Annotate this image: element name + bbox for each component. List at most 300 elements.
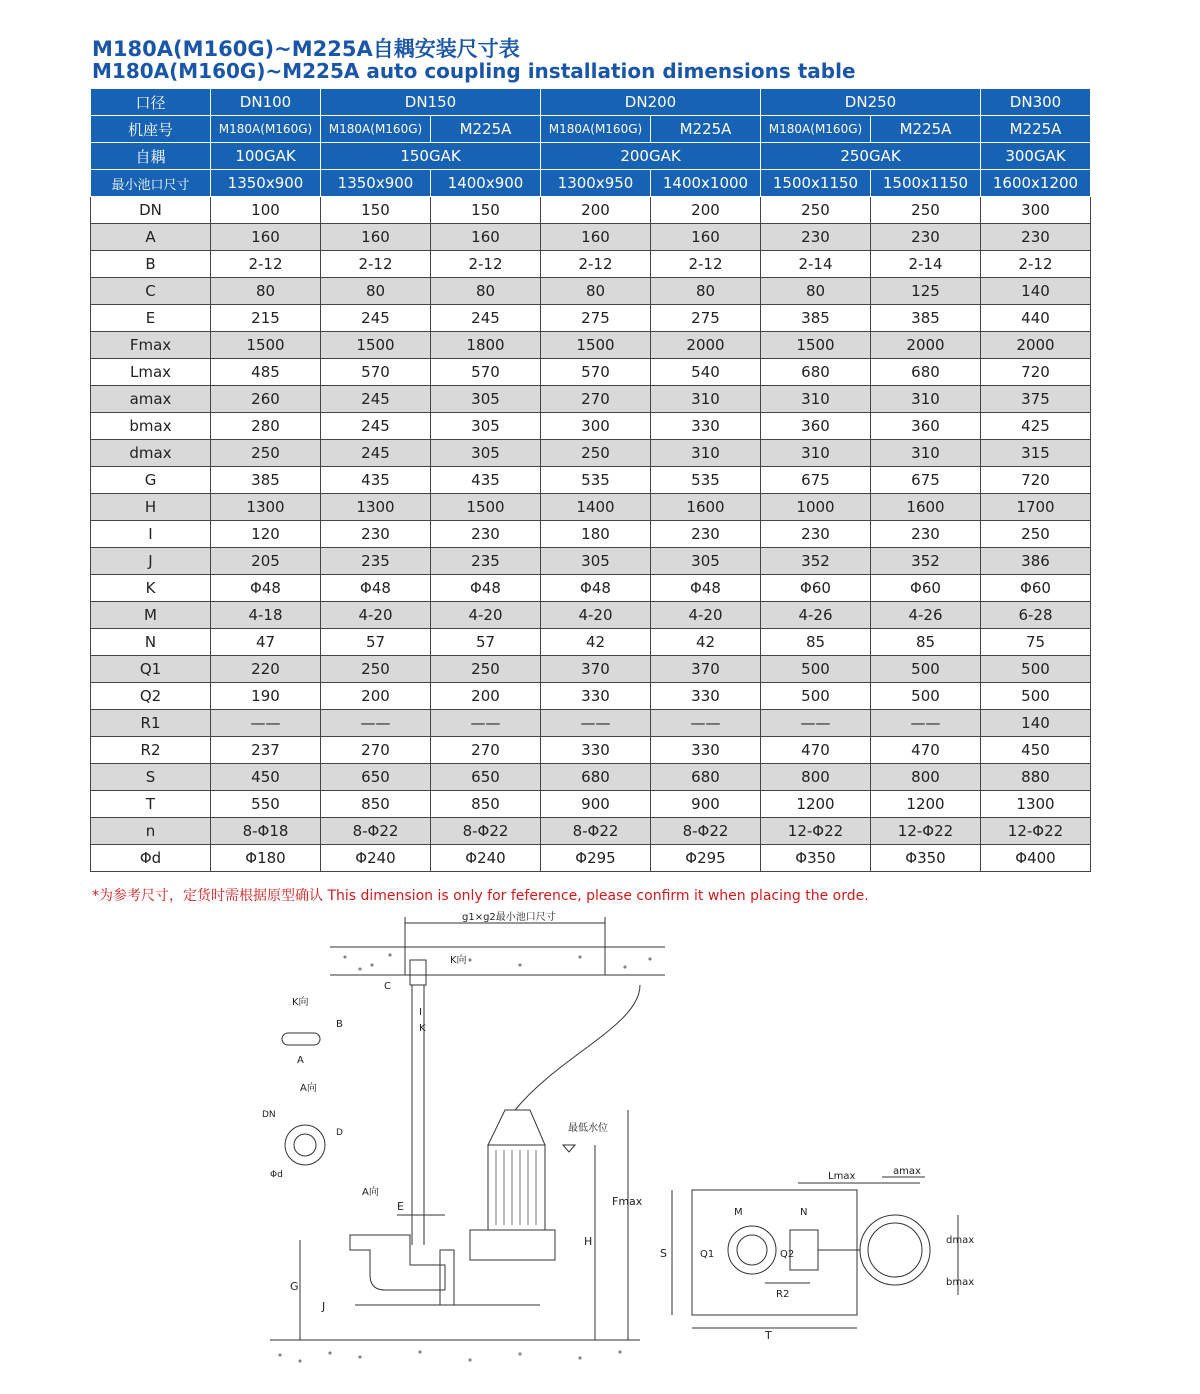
label-M: M bbox=[734, 1207, 743, 1218]
table-cell: 230 bbox=[431, 521, 541, 548]
k-view-shape bbox=[282, 1033, 320, 1045]
table-cell: 470 bbox=[761, 737, 871, 764]
coupling-flange bbox=[440, 1250, 454, 1305]
row-label: R2 bbox=[91, 737, 211, 764]
table-cell: Φ60 bbox=[981, 575, 1091, 602]
table-cell: 4-20 bbox=[321, 602, 431, 629]
header-cell: 1500x1150 bbox=[761, 170, 871, 197]
table-cell: 80 bbox=[761, 278, 871, 305]
header-cell: DN200 bbox=[541, 89, 761, 116]
label-K: K bbox=[419, 1023, 426, 1034]
table-cell: 330 bbox=[541, 737, 651, 764]
label-G: G bbox=[290, 1280, 299, 1293]
table-cell: 2000 bbox=[871, 332, 981, 359]
power-cable bbox=[515, 985, 640, 1110]
table-cell: 1300 bbox=[981, 791, 1091, 818]
row-label: N bbox=[91, 629, 211, 656]
table-cell: 2-12 bbox=[981, 251, 1091, 278]
table-cell: 200 bbox=[651, 197, 761, 224]
label-D: D bbox=[336, 1128, 343, 1138]
table-row bbox=[91, 413, 1091, 440]
table-cell: 370 bbox=[541, 656, 651, 683]
table-cell: 160 bbox=[211, 224, 321, 251]
table-cell: 150 bbox=[321, 197, 431, 224]
table-cell: 1200 bbox=[761, 791, 871, 818]
table-cell: 57 bbox=[321, 629, 431, 656]
table-cell: 800 bbox=[871, 764, 981, 791]
table-cell: 75 bbox=[981, 629, 1091, 656]
table-cell: Φ48 bbox=[321, 575, 431, 602]
table-cell: 500 bbox=[761, 656, 871, 683]
row-label: E bbox=[91, 305, 211, 332]
label-H: H bbox=[584, 1235, 593, 1248]
table-cell: Φ60 bbox=[871, 575, 981, 602]
header-row-pit bbox=[91, 170, 1091, 197]
table-cell: 42 bbox=[651, 629, 761, 656]
row-label: bmax bbox=[91, 413, 211, 440]
label-N: N bbox=[800, 1207, 808, 1218]
table-cell: 2000 bbox=[981, 332, 1091, 359]
k-view-label: K向 bbox=[450, 955, 467, 966]
table-row bbox=[91, 440, 1091, 467]
table-cell: —— bbox=[871, 710, 981, 737]
row-label: I bbox=[91, 521, 211, 548]
table-cell: 310 bbox=[651, 386, 761, 413]
table-cell: 250 bbox=[431, 656, 541, 683]
table-cell: 250 bbox=[871, 197, 981, 224]
table-cell: 305 bbox=[651, 548, 761, 575]
table-row bbox=[91, 845, 1091, 872]
table-cell: 675 bbox=[761, 467, 871, 494]
table-cell: 270 bbox=[541, 386, 651, 413]
table-cell: 310 bbox=[871, 440, 981, 467]
table-cell: —— bbox=[761, 710, 871, 737]
table-cell: 650 bbox=[321, 764, 431, 791]
table-cell: 330 bbox=[651, 737, 761, 764]
row-label: DN bbox=[91, 197, 211, 224]
header-label: 口径 bbox=[91, 89, 211, 116]
table-cell: 57 bbox=[431, 629, 541, 656]
table-cell: 680 bbox=[871, 359, 981, 386]
table-cell: 215 bbox=[211, 305, 321, 332]
table-cell: 4-20 bbox=[541, 602, 651, 629]
table-cell: 100 bbox=[211, 197, 321, 224]
table-cell: 360 bbox=[761, 413, 871, 440]
table-cell: 500 bbox=[761, 683, 871, 710]
header-cell: 200GAK bbox=[541, 143, 761, 170]
table-cell: 80 bbox=[211, 278, 321, 305]
table-cell: 570 bbox=[321, 359, 431, 386]
table-cell: 8-Φ22 bbox=[321, 818, 431, 845]
table-cell: 8-Φ22 bbox=[541, 818, 651, 845]
table-cell: 230 bbox=[871, 521, 981, 548]
table-cell: 245 bbox=[321, 386, 431, 413]
table-cell: Φ48 bbox=[431, 575, 541, 602]
table-cell: 680 bbox=[541, 764, 651, 791]
table-cell: 500 bbox=[981, 683, 1091, 710]
table-cell: 237 bbox=[211, 737, 321, 764]
table-cell: 275 bbox=[541, 305, 651, 332]
header-cell: M180A(M160G) bbox=[321, 116, 431, 143]
table-cell: Φ295 bbox=[541, 845, 651, 872]
label-amax: amax bbox=[893, 1166, 921, 1177]
table-cell: 6-28 bbox=[981, 602, 1091, 629]
table-cell: 352 bbox=[871, 548, 981, 575]
label-Fmax: Fmax bbox=[612, 1195, 643, 1208]
header-cell: 1500x1150 bbox=[871, 170, 981, 197]
table-cell: 235 bbox=[321, 548, 431, 575]
table-row bbox=[91, 710, 1091, 737]
table-cell: 680 bbox=[761, 359, 871, 386]
k-view-detail-label: K向 bbox=[292, 997, 309, 1008]
table-cell: 230 bbox=[761, 224, 871, 251]
rail-bracket bbox=[410, 960, 426, 985]
header-row-coupling bbox=[91, 143, 1091, 170]
label-DN: DN bbox=[262, 1110, 276, 1120]
table-cell: 386 bbox=[981, 548, 1091, 575]
header-cell: M225A bbox=[871, 116, 981, 143]
row-label: Q2 bbox=[91, 683, 211, 710]
table-cell: —— bbox=[541, 710, 651, 737]
table-cell: 12-Φ22 bbox=[871, 818, 981, 845]
label-I: I bbox=[419, 1007, 422, 1018]
plan-pit bbox=[692, 1190, 857, 1315]
table-cell: 330 bbox=[541, 683, 651, 710]
header-cell: 1350x900 bbox=[211, 170, 321, 197]
table-cell: 2-14 bbox=[871, 251, 981, 278]
table-cell: 850 bbox=[431, 791, 541, 818]
table-cell: 535 bbox=[541, 467, 651, 494]
table-cell: 500 bbox=[871, 656, 981, 683]
table-cell: 230 bbox=[981, 224, 1091, 251]
label-R2: R2 bbox=[776, 1289, 790, 1300]
table-cell: Φ400 bbox=[981, 845, 1091, 872]
row-label: M bbox=[91, 602, 211, 629]
table-cell: 435 bbox=[321, 467, 431, 494]
table-cell: 245 bbox=[321, 413, 431, 440]
table-cell: 1000 bbox=[761, 494, 871, 521]
row-label: C bbox=[91, 278, 211, 305]
table-cell: 205 bbox=[211, 548, 321, 575]
header-cell: DN300 bbox=[981, 89, 1091, 116]
table-cell: 270 bbox=[431, 737, 541, 764]
table-cell: 245 bbox=[321, 440, 431, 467]
table-row bbox=[91, 629, 1091, 656]
table-cell: —— bbox=[211, 710, 321, 737]
table-cell: 160 bbox=[321, 224, 431, 251]
table-cell: 47 bbox=[211, 629, 321, 656]
table-cell: —— bbox=[651, 710, 761, 737]
header-cell: 150GAK bbox=[321, 143, 541, 170]
table-cell: 1300 bbox=[321, 494, 431, 521]
table-cell: 120 bbox=[211, 521, 321, 548]
table-cell: 315 bbox=[981, 440, 1091, 467]
table-cell: 1500 bbox=[761, 332, 871, 359]
plan-pump-inner bbox=[737, 1235, 767, 1265]
table-cell: 85 bbox=[871, 629, 981, 656]
row-label: B bbox=[91, 251, 211, 278]
min-water-label: 最低水位 bbox=[568, 1123, 608, 1134]
row-label: J bbox=[91, 548, 211, 575]
table-cell: 200 bbox=[541, 197, 651, 224]
table-cell: 385 bbox=[871, 305, 981, 332]
label-C: C bbox=[384, 981, 391, 992]
table-cell: 2-14 bbox=[761, 251, 871, 278]
row-label: S bbox=[91, 764, 211, 791]
table-body bbox=[91, 197, 1091, 872]
table-cell: 220 bbox=[211, 656, 321, 683]
header-cell: 1600x1200 bbox=[981, 170, 1091, 197]
table-cell: 4-26 bbox=[871, 602, 981, 629]
label-dmax: dmax bbox=[946, 1235, 975, 1246]
table-row bbox=[91, 521, 1091, 548]
table-cell: 310 bbox=[761, 386, 871, 413]
table-cell: 8-Φ22 bbox=[651, 818, 761, 845]
table-cell: 140 bbox=[981, 710, 1091, 737]
table-cell: 2-12 bbox=[431, 251, 541, 278]
row-label: dmax bbox=[91, 440, 211, 467]
floor-hatching bbox=[279, 1351, 621, 1362]
row-label: Lmax bbox=[91, 359, 211, 386]
pit-label: g1×g2最小池口尺寸 bbox=[462, 912, 556, 923]
table-cell: 385 bbox=[761, 305, 871, 332]
discharge-elbow bbox=[350, 1235, 445, 1290]
table-row bbox=[91, 251, 1091, 278]
table-row bbox=[91, 548, 1091, 575]
table-cell: 1300 bbox=[211, 494, 321, 521]
header-cell: M180A(M160G) bbox=[761, 116, 871, 143]
table-cell: 8-Φ18 bbox=[211, 818, 321, 845]
header-cell: 250GAK bbox=[761, 143, 981, 170]
table-cell: 360 bbox=[871, 413, 981, 440]
label-A: A bbox=[297, 1055, 304, 1066]
table-cell: 375 bbox=[981, 386, 1091, 413]
table-cell: 880 bbox=[981, 764, 1091, 791]
table-cell: 310 bbox=[871, 386, 981, 413]
row-label: amax bbox=[91, 386, 211, 413]
table-cell: 352 bbox=[761, 548, 871, 575]
table-cell: 245 bbox=[321, 305, 431, 332]
table-cell: 1500 bbox=[211, 332, 321, 359]
table-cell: 1500 bbox=[431, 494, 541, 521]
table-cell: 330 bbox=[651, 683, 761, 710]
table-cell: 310 bbox=[651, 440, 761, 467]
table-cell: Φ350 bbox=[761, 845, 871, 872]
table-cell: 470 bbox=[871, 737, 981, 764]
header-row-caliber bbox=[91, 89, 1091, 116]
table-cell: 370 bbox=[651, 656, 761, 683]
table-cell: 900 bbox=[541, 791, 651, 818]
header-cell: M225A bbox=[981, 116, 1091, 143]
table-cell: —— bbox=[321, 710, 431, 737]
header-cell: 1400x1000 bbox=[651, 170, 761, 197]
table-cell: 500 bbox=[981, 656, 1091, 683]
row-label: K bbox=[91, 575, 211, 602]
reference-note: *为参考尺寸，定货时需根据原型确认 This dimension is only for feference, please confirm it when placing the orde. bbox=[92, 888, 869, 904]
table-cell: 1200 bbox=[871, 791, 981, 818]
table-row bbox=[91, 494, 1091, 521]
table-cell: 540 bbox=[651, 359, 761, 386]
table-cell: 250 bbox=[761, 197, 871, 224]
table-cell: —— bbox=[431, 710, 541, 737]
table-cell: Φ48 bbox=[651, 575, 761, 602]
table-cell: 1500 bbox=[321, 332, 431, 359]
table-cell: 80 bbox=[541, 278, 651, 305]
label-bmax: bmax bbox=[946, 1277, 975, 1288]
header-cell: 300GAK bbox=[981, 143, 1091, 170]
title-chinese: M180A(M160G)~M225A自耦安装尺寸表 bbox=[92, 37, 520, 61]
table-cell: 300 bbox=[541, 413, 651, 440]
table-cell: 160 bbox=[651, 224, 761, 251]
table-cell: 330 bbox=[651, 413, 761, 440]
table-cell: Φ48 bbox=[541, 575, 651, 602]
installation-drawing bbox=[0, 905, 1200, 1390]
table-row bbox=[91, 359, 1091, 386]
header-cell: 100GAK bbox=[211, 143, 321, 170]
header-cell: M180A(M160G) bbox=[541, 116, 651, 143]
table-cell: 235 bbox=[431, 548, 541, 575]
table-row bbox=[91, 332, 1091, 359]
table-cell: 190 bbox=[211, 683, 321, 710]
table-row bbox=[91, 197, 1091, 224]
table-cell: 42 bbox=[541, 629, 651, 656]
row-label: Q1 bbox=[91, 656, 211, 683]
table-cell: 680 bbox=[651, 764, 761, 791]
table-cell: 570 bbox=[431, 359, 541, 386]
table-cell: 550 bbox=[211, 791, 321, 818]
table-cell: 1600 bbox=[651, 494, 761, 521]
pump-motor-top bbox=[488, 1110, 545, 1145]
table-cell: 80 bbox=[431, 278, 541, 305]
row-label: Φd bbox=[91, 845, 211, 872]
pump-volute bbox=[470, 1230, 555, 1260]
table-row bbox=[91, 602, 1091, 629]
table-cell: Φ350 bbox=[871, 845, 981, 872]
table-cell: 180 bbox=[541, 521, 651, 548]
table-cell: Φ240 bbox=[431, 845, 541, 872]
table-cell: 8-Φ22 bbox=[431, 818, 541, 845]
header-cell: M180A(M160G) bbox=[211, 116, 321, 143]
table-cell: 12-Φ22 bbox=[761, 818, 871, 845]
table-cell: 140 bbox=[981, 278, 1091, 305]
table-row bbox=[91, 305, 1091, 332]
row-label: R1 bbox=[91, 710, 211, 737]
row-label: H bbox=[91, 494, 211, 521]
table-cell: 12-Φ22 bbox=[981, 818, 1091, 845]
table-cell: 160 bbox=[431, 224, 541, 251]
water-level-icon bbox=[563, 1145, 575, 1152]
table-cell: 450 bbox=[981, 737, 1091, 764]
table-cell: 80 bbox=[651, 278, 761, 305]
table-cell: 900 bbox=[651, 791, 761, 818]
table-row bbox=[91, 737, 1091, 764]
table-cell: 500 bbox=[871, 683, 981, 710]
table-cell: 250 bbox=[211, 440, 321, 467]
table-row bbox=[91, 224, 1091, 251]
table-cell: 675 bbox=[871, 467, 981, 494]
row-label: n bbox=[91, 818, 211, 845]
table-row bbox=[91, 278, 1091, 305]
label-phi-d: Φd bbox=[270, 1170, 283, 1180]
table-cell: 650 bbox=[431, 764, 541, 791]
label-Lmax: Lmax bbox=[828, 1171, 856, 1182]
table-cell: 250 bbox=[981, 521, 1091, 548]
header-cell: DN100 bbox=[211, 89, 321, 116]
table-cell: 230 bbox=[651, 521, 761, 548]
table-cell: 450 bbox=[211, 764, 321, 791]
table-cell: 1400 bbox=[541, 494, 651, 521]
table-cell: 305 bbox=[431, 386, 541, 413]
table-cell: 310 bbox=[761, 440, 871, 467]
row-label: G bbox=[91, 467, 211, 494]
table-cell: 440 bbox=[981, 305, 1091, 332]
table-cell: 4-26 bbox=[761, 602, 871, 629]
a-view-flange-outer bbox=[285, 1125, 325, 1165]
plan-outlet-inner bbox=[868, 1223, 922, 1277]
header-cell: DN250 bbox=[761, 89, 981, 116]
table-cell: 250 bbox=[541, 440, 651, 467]
row-label: Fmax bbox=[91, 332, 211, 359]
pump-fins bbox=[496, 1150, 536, 1225]
table-cell: 230 bbox=[321, 521, 431, 548]
table-cell: 435 bbox=[431, 467, 541, 494]
table-cell: Φ295 bbox=[651, 845, 761, 872]
table-cell: 1600 bbox=[871, 494, 981, 521]
table-cell: 260 bbox=[211, 386, 321, 413]
table-cell: Φ240 bbox=[321, 845, 431, 872]
label-B: B bbox=[336, 1019, 343, 1030]
table-cell: 160 bbox=[541, 224, 651, 251]
table-cell: 200 bbox=[431, 683, 541, 710]
table-row bbox=[91, 386, 1091, 413]
table-cell: 245 bbox=[431, 305, 541, 332]
table-cell: 250 bbox=[321, 656, 431, 683]
table-cell: 2-12 bbox=[541, 251, 651, 278]
title-english: M180A(M160G)~M225A auto coupling installation dimensions table bbox=[92, 59, 856, 83]
table-cell: 4-18 bbox=[211, 602, 321, 629]
table-cell: Φ48 bbox=[211, 575, 321, 602]
header-label: 最小池口尺寸 bbox=[91, 170, 211, 197]
table-cell: 4-20 bbox=[651, 602, 761, 629]
table-cell: 275 bbox=[651, 305, 761, 332]
row-label: T bbox=[91, 791, 211, 818]
header-cell: 1300x950 bbox=[541, 170, 651, 197]
table-row bbox=[91, 764, 1091, 791]
table-cell: 720 bbox=[981, 467, 1091, 494]
table-cell: 850 bbox=[321, 791, 431, 818]
plan-pump-outer bbox=[728, 1226, 776, 1274]
table-cell: 80 bbox=[321, 278, 431, 305]
table-cell: 1500 bbox=[541, 332, 651, 359]
row-label: A bbox=[91, 224, 211, 251]
table-cell: 230 bbox=[761, 521, 871, 548]
table-row bbox=[91, 791, 1091, 818]
table-cell: 305 bbox=[431, 413, 541, 440]
table-row bbox=[91, 575, 1091, 602]
header-cell: DN150 bbox=[321, 89, 541, 116]
table-cell: Φ180 bbox=[211, 845, 321, 872]
table-cell: 280 bbox=[211, 413, 321, 440]
table-cell: 300 bbox=[981, 197, 1091, 224]
table-cell: 385 bbox=[211, 467, 321, 494]
a-view-flange-inner bbox=[294, 1134, 316, 1156]
table-cell: 720 bbox=[981, 359, 1091, 386]
a-view-detail-label: A向 bbox=[300, 1083, 317, 1094]
label-J: J bbox=[322, 1300, 326, 1313]
table-cell: Φ60 bbox=[761, 575, 871, 602]
header-cell: 1400x900 bbox=[431, 170, 541, 197]
table-cell: 200 bbox=[321, 683, 431, 710]
